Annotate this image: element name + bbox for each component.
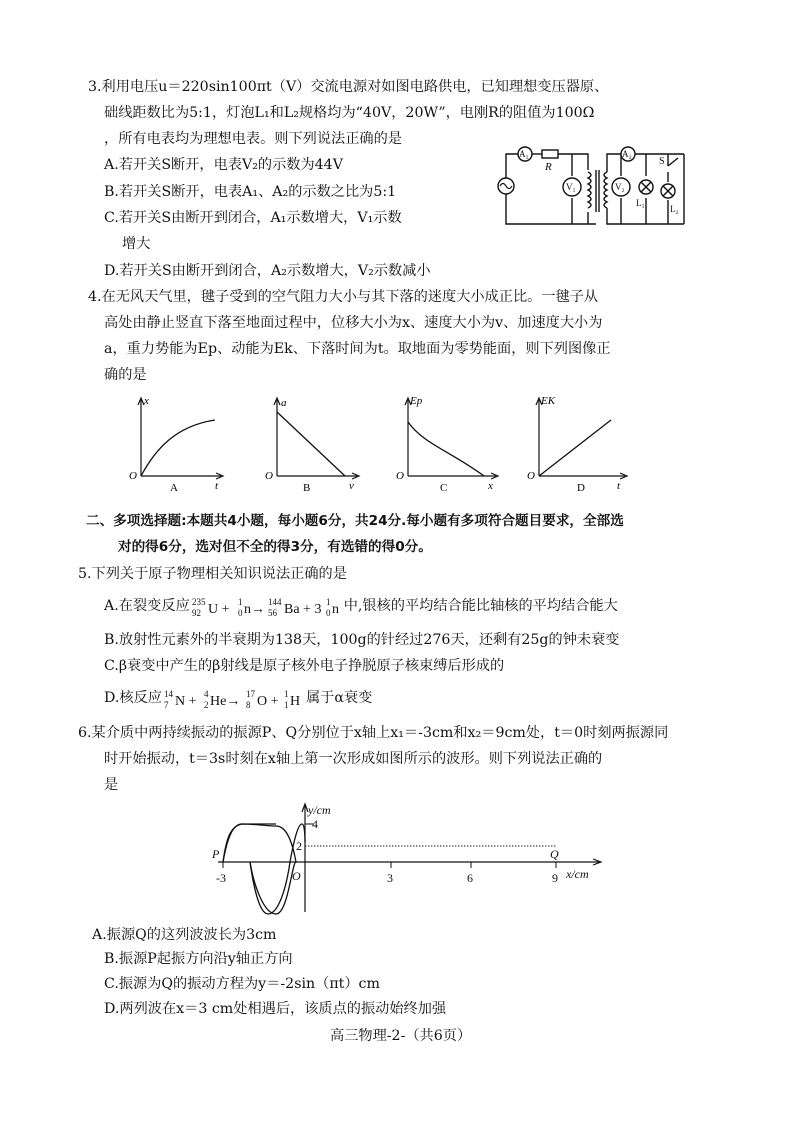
q4-graph-b <box>253 392 363 496</box>
svg-text:n: n <box>331 602 339 617</box>
wave-tick-y4: 4 <box>312 817 318 831</box>
page-footer: 高三物理-2-（共6页） <box>330 1028 472 1044</box>
graph-a-origin: O <box>129 470 137 482</box>
svg-text:N +: N + <box>174 694 197 709</box>
q3-stem-line2: 础线距数比为5:1，灯泡L₁和L₂规格均为“40V，20W”，电刚R的阻值为100Ω <box>104 105 595 121</box>
graph-b-origin: O <box>265 470 273 482</box>
svg-text:4: 4 <box>203 689 209 699</box>
svg-text:8: 8 <box>245 700 251 710</box>
svg-text:U +: U + <box>207 602 230 617</box>
q3-stem-line3: ，所有电表均为理想电表。则下列说法正确的是 <box>104 131 402 147</box>
wave-tick-x9: 9 <box>552 871 558 885</box>
svg-text:7: 7 <box>163 700 169 710</box>
wave-tick-x3: 3 <box>387 871 393 885</box>
svg-text:He→: He→ <box>209 694 241 709</box>
q5-option-c: C.β衰变中产生的β射线是原子核外电子挣脱原子核束缚后形成的 <box>104 658 505 674</box>
graph-b-y-label: a <box>281 397 287 409</box>
q3-option-b: B.若开关S断开，电表A₁、A₂的示数之比为5:1 <box>104 184 397 200</box>
wave-tick-x6: 6 <box>467 871 473 885</box>
q6-option-b: B.振源P起振方向沿y轴正方向 <box>104 951 293 967</box>
circuit-label-a2: A₂ <box>622 149 632 159</box>
graph-c-x-label: x <box>488 480 493 492</box>
svg-text:O +: O + <box>256 694 279 709</box>
svg-text:0: 0 <box>325 608 331 618</box>
q4-graph-a <box>115 392 225 496</box>
svg-text:235: 235 <box>191 597 206 607</box>
q5-option-a: A.在裂变反应 235 92 U + 1 0 n→ 144 56 Ba + 3 1 0 n 中,银核的平均结合能比轴核的平均结合能大 <box>104 597 618 618</box>
circuit-label-v1: V₁ <box>566 182 576 192</box>
q6-stem-line3: 是 <box>104 777 119 793</box>
q5-option-d: D.核反应 14 7 N + 4 2 He→ 17 8 O + 1 1 H 属于α衰变 <box>104 689 373 710</box>
wave-label-p: P <box>212 847 220 861</box>
section-2-header-line1: 二、多项选择题:本题共4小题，每小题6分，共24分.每小题有多项符合题目要求，全部选 <box>86 513 624 529</box>
svg-text:Ba + 3: Ba + 3 <box>283 602 322 617</box>
graph-c-letter: C <box>440 482 448 494</box>
wave-y-axis-label: y/cm <box>308 803 331 817</box>
svg-text:92: 92 <box>191 608 201 618</box>
q6-stem-line2: 时开始振动，t＝3s时刻在x轴上第一次形成如图所示的波形。则下列说法正确的 <box>104 751 603 767</box>
q4-stem-line4: 确的是 <box>104 367 147 383</box>
svg-text:0: 0 <box>237 608 243 618</box>
section-2-header-line2: 对的得6分，选对但不全的得3分，有选错的得0分。 <box>118 539 432 555</box>
q3-option-c-line2: 增大 <box>122 236 151 252</box>
q4-stem-line1: 4.在无风天气里，毽子受到的空气阻力大小与其下落的迷度大小成正比。一毽子从 <box>88 289 599 305</box>
svg-text:H: H <box>289 694 301 709</box>
q5-stem: 5.下列关于原子物理相关知识说法正确的是 <box>78 566 347 582</box>
graph-d-origin: O <box>527 470 535 482</box>
q4-stem-line3: a，重力势能为Ep、动能为Ek、下落时间为t。取地面为零势能面，则下列图像正 <box>104 341 611 357</box>
q4-graph-c <box>386 392 502 496</box>
circuit-label-a1: A₁ <box>519 149 529 159</box>
q3-option-c-line1: C.若开关S由断开到闭合，A₁示数增大，V₁示数 <box>104 210 402 226</box>
q4-stem-line2: 高处由静止竖直下落至地面过程中，位移大小为x、速度大小为v、加速度大小为 <box>104 315 603 331</box>
svg-text:17: 17 <box>245 689 255 699</box>
q6-wave-diagram <box>204 800 606 920</box>
wave-origin: O <box>292 869 301 883</box>
graph-a-y-label: x <box>144 395 149 407</box>
svg-text:144: 144 <box>267 597 282 607</box>
svg-text:1: 1 <box>283 689 289 699</box>
q3-stem-line1: 3.利用电压u＝220sin100πt（V）交流电源对如图电路供电，已知理想变压器原、 <box>88 79 609 95</box>
wave-tick-y2: 2 <box>296 839 302 853</box>
q3-option-a: A.若开关S断开，电表V₂的示数为44V <box>104 157 343 173</box>
graph-c-origin: O <box>396 470 404 482</box>
q3-option-d: D.若开关S由断开到闭合，A₂示数增大，V₂示数减小 <box>104 263 431 279</box>
circuit-label-l1: L₁ <box>636 198 645 208</box>
wave-tick-xm3: -3 <box>216 871 226 885</box>
q6-option-c: C.振源为Q的振动方程为y＝-2sin（πt）cm <box>104 976 380 992</box>
graph-d-x-label: t <box>617 480 621 492</box>
svg-text:1: 1 <box>237 597 243 607</box>
graph-d-y-label: EK <box>541 395 556 407</box>
graph-c-y-label: Ep <box>410 395 423 407</box>
q5-nuclear-reaction-equation <box>162 688 306 708</box>
circuit-label-s: S <box>659 156 665 167</box>
svg-text:n→: n→ <box>243 602 265 617</box>
svg-text:1: 1 <box>325 597 331 607</box>
graph-d-letter: D <box>577 482 585 494</box>
q6-option-a: A.振源Q的这列波波长为3cm <box>92 927 277 943</box>
q4-graph-d <box>515 392 631 496</box>
circuit-label-r: R <box>545 161 552 173</box>
svg-text:2: 2 <box>203 700 209 710</box>
graph-b-x-label: v <box>349 480 354 492</box>
graph-a-x-label: t <box>215 480 219 492</box>
svg-text:14: 14 <box>163 689 173 699</box>
circuit-label-v2: V₂ <box>615 182 625 192</box>
q3-circuit-diagram <box>496 140 688 232</box>
wave-x-axis-label: x/cm <box>566 867 589 881</box>
graph-a-letter: A <box>170 482 178 494</box>
graph-b-letter: B <box>303 482 311 494</box>
q6-option-d: D.两列波在x＝3 cm处相遇后，该质点的振动始终加强 <box>104 1001 447 1017</box>
wave-label-q: Q <box>550 847 559 861</box>
q5-option-b: B.放射性元素外的半衰期为138天，100g的针经过276天，还剩有25g的钟未衰变 <box>104 632 620 648</box>
svg-text:1: 1 <box>283 700 289 710</box>
svg-text:56: 56 <box>267 608 277 618</box>
circuit-label-l2: L₂ <box>670 204 679 214</box>
q6-stem-line1: 6.某介质中两持续振动的振源P、Q分别位于x轴上x₁＝-3cm和x₂＝9cm处，t＝0时刻两振源同 <box>78 725 669 741</box>
